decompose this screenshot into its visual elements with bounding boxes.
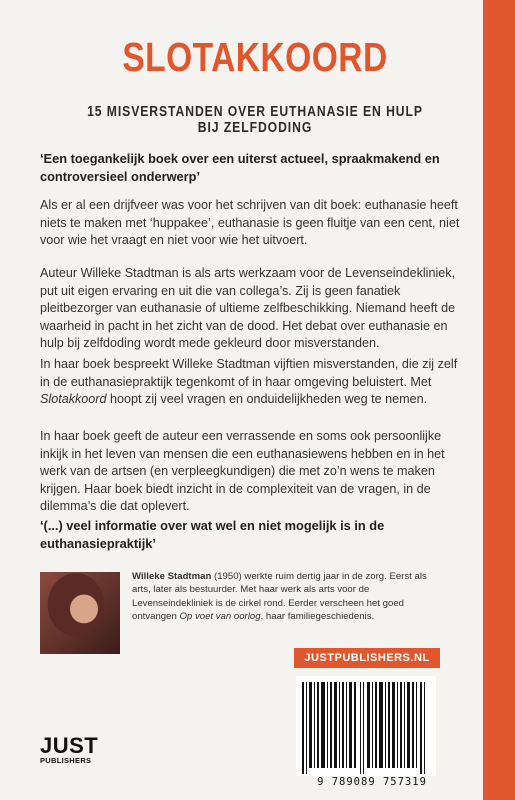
- quote-top: ‘Een toegankelijk boek over een uiterst actueel, spraakmakend en controversieel onderwerp’: [40, 151, 440, 184]
- paragraph-3-title: Slotakkoord: [40, 392, 107, 406]
- book-title: SLOTAKKOORD: [122, 34, 388, 80]
- barcode-bars: [302, 682, 430, 774]
- isbn-number: 9 789089 757319: [317, 776, 427, 788]
- paragraph-3-b: hoopt zij veel vragen en onduidelijkheden weg te nemen.: [106, 392, 428, 406]
- publisher-logo: [40, 733, 100, 765]
- paragraph-3: [40, 356, 470, 409]
- publisher-website: JUSTPUBLISHERS.NL: [294, 648, 440, 668]
- author-name: Willeke Stadtman: [132, 571, 212, 582]
- publisher-logo-sub: PUBLISHERS: [40, 756, 92, 765]
- paragraph-3-a: In haar boek bespreekt Willeke Stadtman vijftien misverstanden, die zij zelf in de euthanasiepraktijk tegenkomt of in haar omgeving beluistert. Met: [40, 357, 458, 389]
- paragraph-1: Als er al een drijfveer was voor het schrijven van dit boek: euthanasie heeft niets te maken met ‘huppakee’, euthanasie is geen fluitje van een cent, niet voor wie het vraagt en niet voor wie het uitvoert.: [40, 198, 460, 247]
- author-photo: [40, 572, 120, 654]
- author-bio-b: , haar familiegeschiedenis.: [260, 611, 375, 623]
- paragraph-4: In haar boek geeft de auteur een verrassende en soms ook persoonlijke inkijk in het leven van mensen die een euthanasiewens hebben en in het werk van de artsen (en verpleegkundigen) die met zo’n wens te maken krijgen. Haar boek biedt inzicht in de complexiteit van de vragen, in de dilemma’s die dat oplevert.: [40, 429, 445, 513]
- author-bio: [132, 570, 432, 624]
- paragraph-2: Auteur Willeke Stadtman is als arts werkzaam voor de Levenseindekliniek, put uit eigen ervaring en uit die van collega’s. Zij is geen fanatiek pleitbezorger van euthanasie of ultieme zelfbeschikking. Niemand heeft de waarheid in pacht in het zicht van de dood. Het debat over euthanasie en hulp bij zelfdoding wordt mede gekleurd door misverstanden.: [40, 266, 456, 350]
- author-bio-a: (1950) werkte ruim dertig jaar in de zorg. Eerst als arts, later als bestuurder. Met haar werk als arts voor de Levenseindekliniek is de cirkel rond. Eerder verscheen het goed ontvangen: [132, 571, 427, 623]
- book-subtitle: 15 MISVERSTANDEN OVER EUTHANASIE EN HULP BIJ ZELFDODING: [87, 104, 423, 136]
- spine-stripe: [483, 0, 515, 800]
- author-prev-book: Op voet van oorlog: [179, 611, 261, 623]
- quote-bottom: ‘(...) veel informatie over wat wel en niet mogelijk is in de euthanasiepraktijk’: [40, 518, 385, 551]
- publisher-logo-main: JUST: [40, 733, 99, 758]
- barcode: [296, 676, 436, 776]
